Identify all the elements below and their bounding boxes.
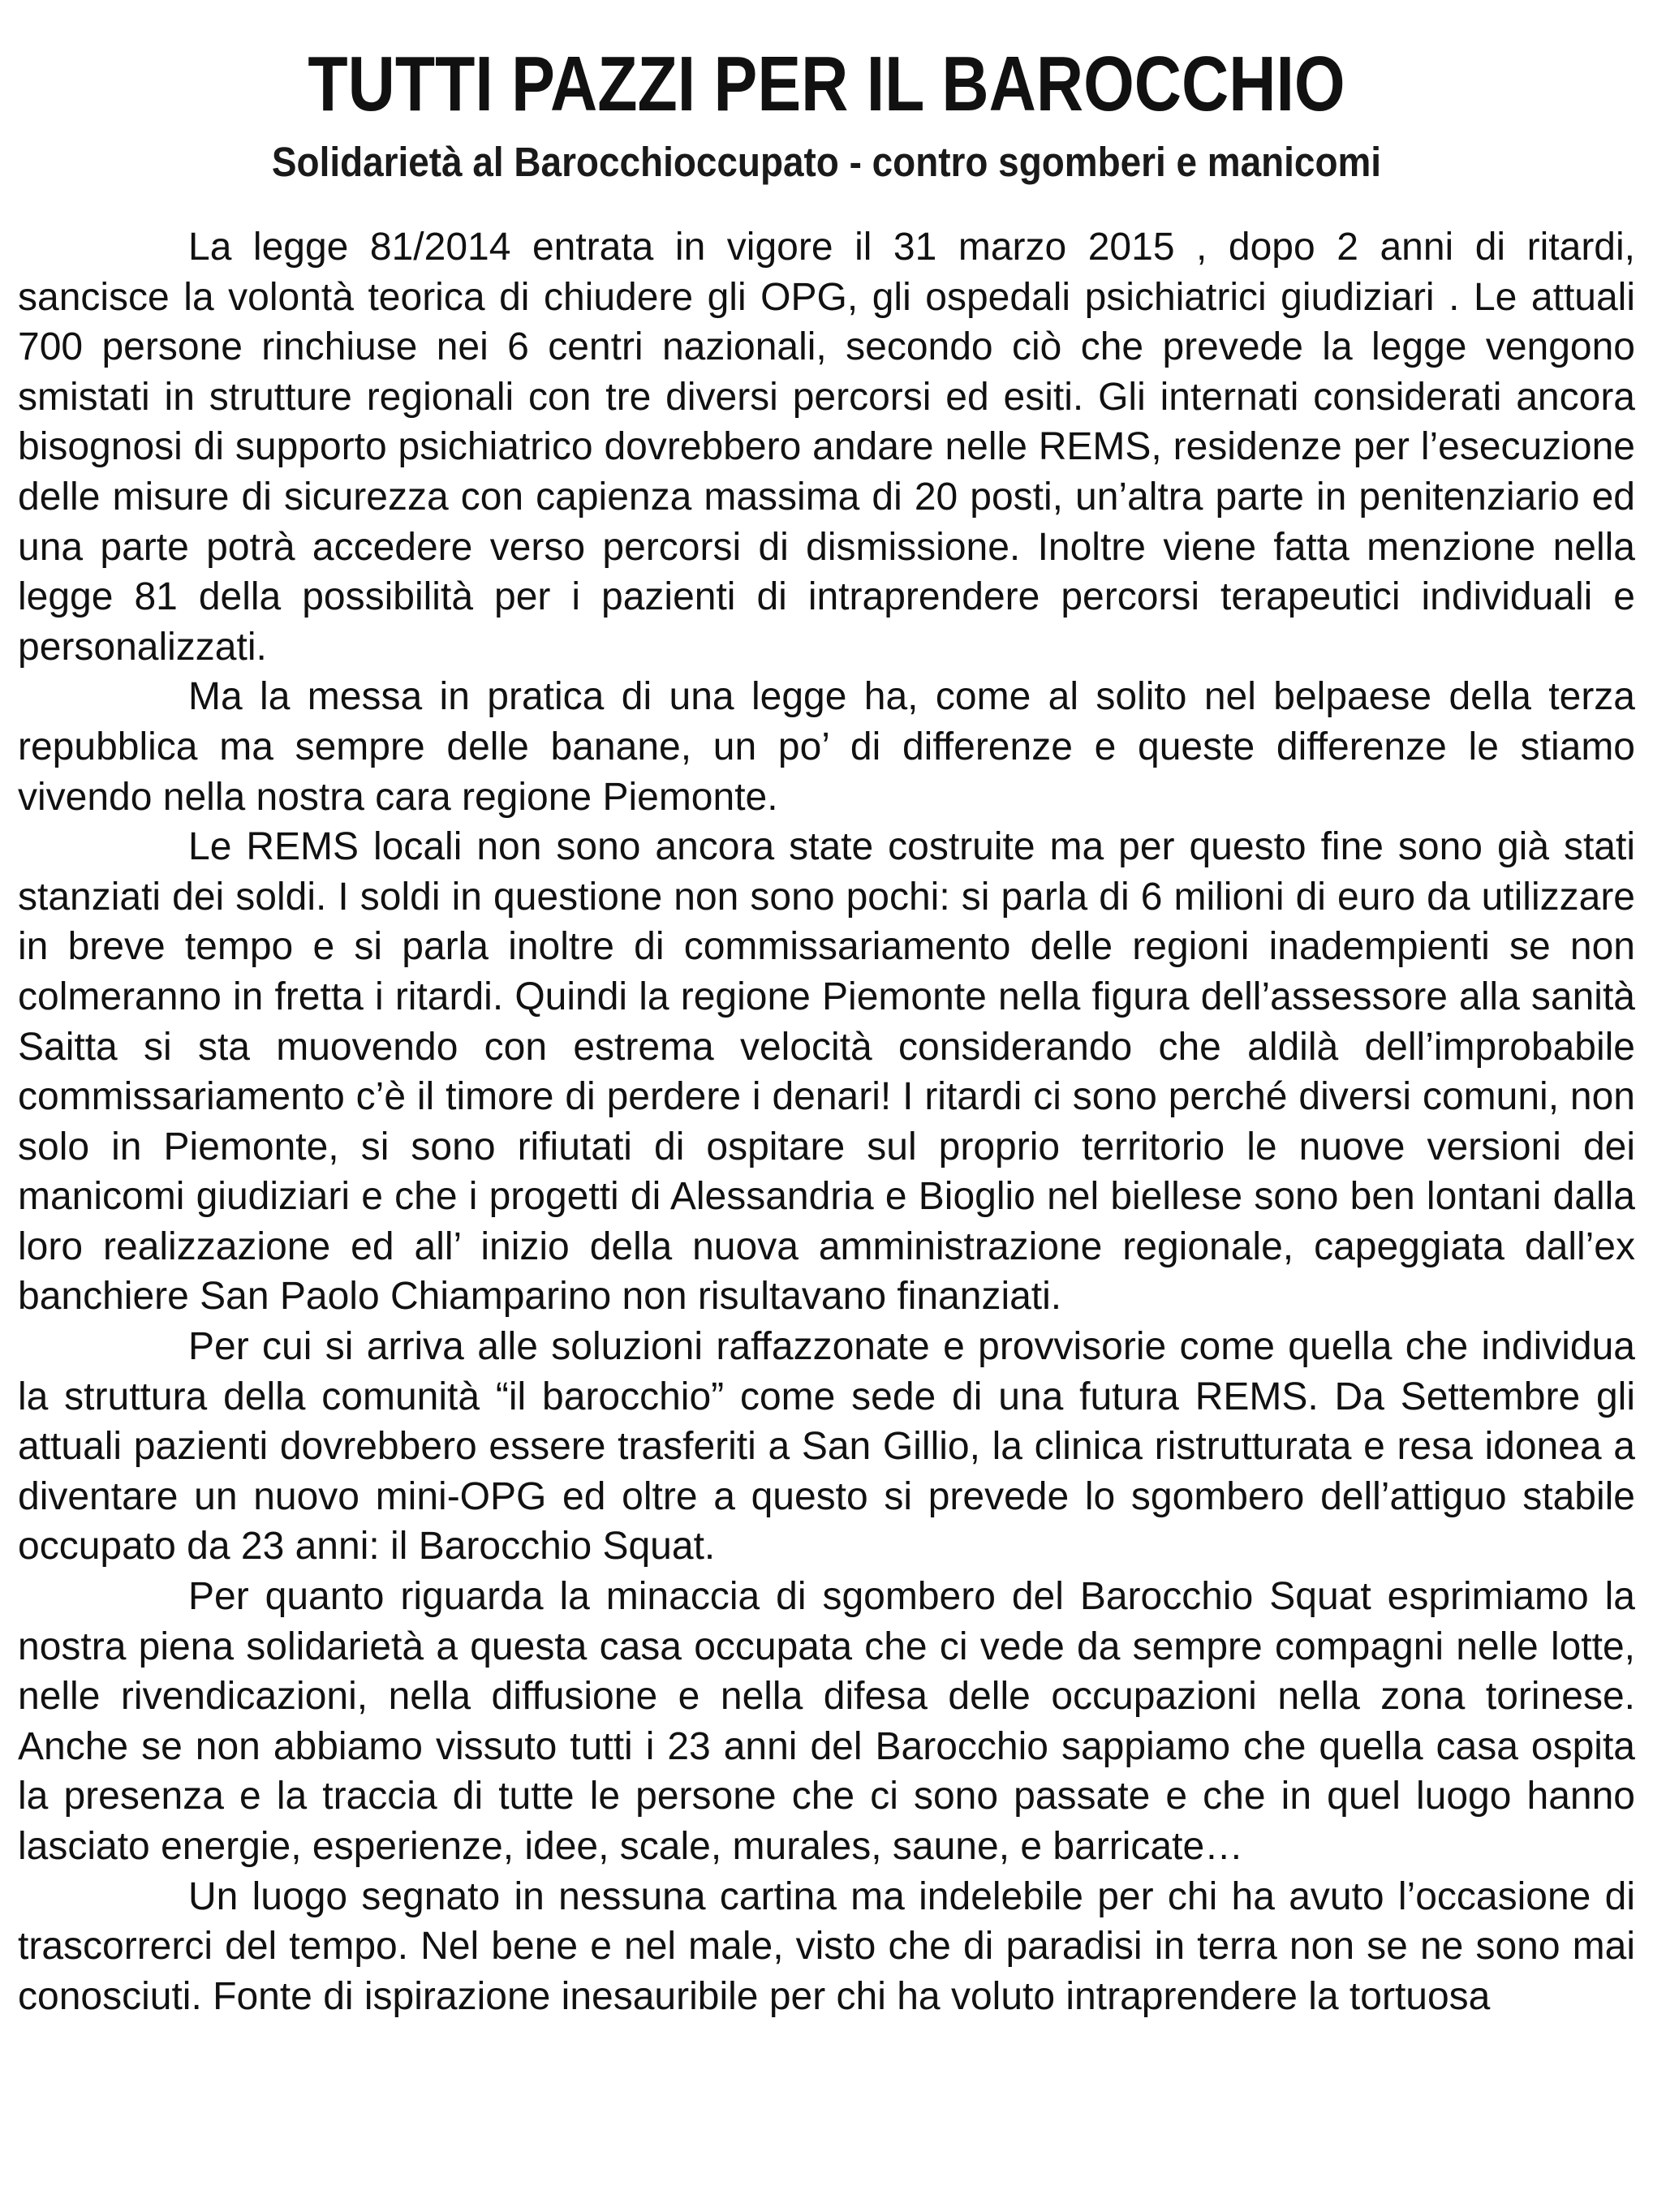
paragraph-3: Le REMS locali non sono ancora state costruite ma per questo fine sono già stati stanziati dei soldi. I soldi in questione non sono pochi: si parla di 6 milioni di euro da utilizzare in breve tempo e si parla inoltre di commissariamento delle regioni inadempienti se non colmeranno in fretta i ritardi. Quindi la regione Piemonte nella figura dell’assessore alla sanità Saitta si sta muovendo con estrema velocità considerando che aldilà dell’improbabile commissariamento c’è il timore di perdere i denari! I ritardi ci sono perché diversi comuni, non solo in Piemonte, si sono rifiutati di ospitare sul proprio territorio le nuove versioni dei manicomi giudiziari e che i progetti di Alessandria e Bioglio nel biellese sono ben lontani dalla loro realizzazione ed all’ inizio della nuova amministrazione regionale, capeggiata dall’ex banchiere San Paolo Chiamparino non risultavano finanziati.: [18, 825, 1635, 1319]
document-title: TUTTI PAZZI PER IL BAROCCHIO: [308, 41, 1345, 127]
paragraph-1: La legge 81/2014 entrata in vigore il 31 marzo 2015 , dopo 2 anni di ritardi, sancisce la volontà teorica di chiudere gli OPG, gli ospedali psichiatrici giudiziari . Le attuali 700 persone rinchiuse nei 6 centri nazionali, secondo ciò che prevede la legge vengono smistati in strutture regionali con tre diversi percorsi ed esiti. Gli internati considerati ancora bisognosi di supporto psichiatrico dovrebbero andare nelle REMS, residenze per l’esecuzione delle misure di sicurezza con capienza massima di 20 posti, un’altra parte in penitenziario ed una parte potrà accedere verso percorsi di dismissione. Inoltre viene fatta menzione nella legge 81 della possibilità per i pazienti di intraprendere percorsi terapeutici individuali e personalizzati.: [18, 226, 1635, 669]
paragraph-6: Un luogo segnato in nessuna cartina ma indelebile per chi ha avuto l’occasione di trascorrerci del tempo. Nel bene e nel male, visto che di paradisi in terra non se ne sono mai conosciuti. Fonte di ispirazione inesauribile per chi ha voluto intraprendere la tortuosa: [18, 1874, 1635, 2018]
document-subtitle: Solidarietà al Barocchioccupato - contro sgomberi e manicomi: [271, 139, 1382, 185]
paragraph-4: Per cui si arriva alle soluzioni raffazzonate e provvisorie come quella che individua la struttura della comunità “il barocchio” come sede di una futura REMS. Da Settembre gli attuali pazienti dovrebbero essere trasferiti a San Gillio, la clinica ristrutturata e resa idonea a diventare un nuovo mini-OPG ed oltre a questo si prevede lo sgombero dell’attiguo stabile occupato da 23 anni: il Barocchio Squat.: [18, 1325, 1635, 1569]
paragraph-5: Per quanto riguarda la minaccia di sgombero del Barocchio Squat esprimiamo la nostra piena solidarietà a questa casa occupata che ci vede da sempre compagni nelle lotte, nelle rivendicazioni, nella diffusione e nella difesa delle occupazioni nella zona torinese. Anche se non abbiamo vissuto tutti i 23 anni del Barocchio sappiamo che quella casa ospita la presenza e la traccia di tutte le persone che ci sono passate e che in quel luogo hanno lasciato energie, esperienze, idee, scale, murales, saune, e barricate…: [18, 1575, 1635, 1868]
paragraph-2: Ma la messa in pratica di una legge ha, come al solito nel belpaese della terza repubblica ma sempre delle banane, un po’ di differenze e queste differenze le stiamo vivendo nella nostra cara regione Piemonte.: [18, 675, 1635, 819]
document-body: [18, 222, 1635, 2021]
